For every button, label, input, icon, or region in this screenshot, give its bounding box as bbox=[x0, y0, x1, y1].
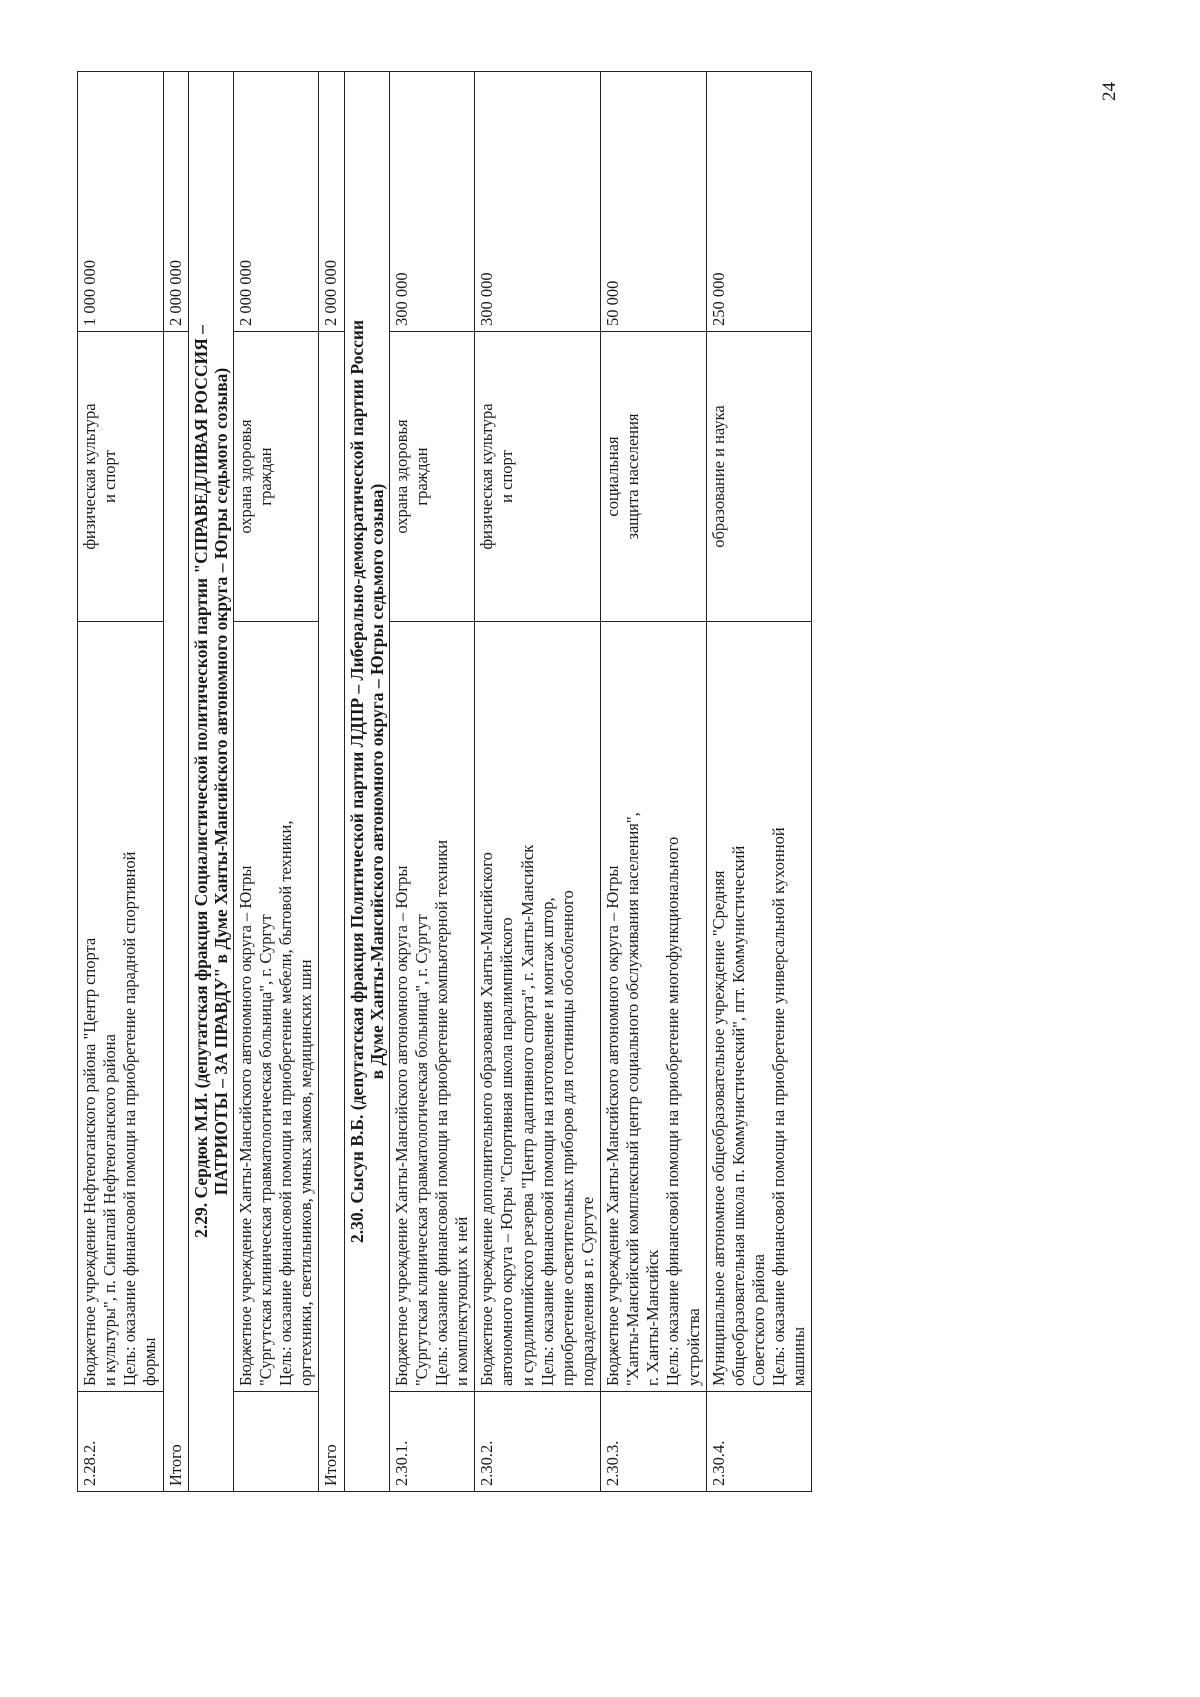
table-row bbox=[78, 72, 164, 1492]
amount: 50 000 bbox=[601, 72, 707, 332]
recipient-description: Бюджетное учреждение дополнительного образования Ханты-Мансийского автономного округа – Югры "Спортивная школа паралимпийского и сурдлимпийского резерва "Центр адаптивного спорта", г. Ханты-Мансийск Цель: оказание финансовой помощи на изготовление и монтаж штор, приобретение осветительных приборов для гостиницы обособленного подразделения в г. Сургуте bbox=[475, 622, 601, 1392]
recipient-description: Муниципальное автономное общеобразовательное учреждение "Средняя общеобразовательная школа п. Коммунистический", пгт. Коммунистический Советского района Цель: оказание финансовой помощи на приобретение универсальной кухонной машины bbox=[706, 622, 812, 1392]
direction: образование и наука bbox=[706, 332, 812, 622]
total-label: Итого bbox=[319, 332, 344, 1492]
direction: социальная защита населения bbox=[601, 332, 707, 622]
table-row bbox=[475, 72, 601, 1492]
total-row bbox=[319, 72, 344, 1492]
direction: охрана здоровья граждан bbox=[233, 332, 319, 622]
row-number: 2.28.2. bbox=[78, 1392, 164, 1492]
total-amount: 2 000 000 bbox=[163, 72, 188, 332]
amount: 250 000 bbox=[706, 72, 812, 332]
page-number: 24 bbox=[1099, 82, 1120, 101]
section-header-row bbox=[188, 72, 233, 1492]
row-number: 2.30.2. bbox=[475, 1392, 601, 1492]
table-row bbox=[706, 72, 812, 1492]
section-header-row bbox=[344, 72, 389, 1492]
row-number bbox=[233, 1392, 319, 1492]
direction: охрана здоровья граждан bbox=[389, 332, 475, 622]
recipient-description: Бюджетное учреждение Ханты-Мансийского автономного округа – Югры "Сургутская клиническая травматологическая больница", г. Сургут Цель: оказание финансовой помощи на приобретение мебели, бытовой техники, оргтехники, светильников, умных замков, медицинских шин bbox=[233, 622, 319, 1392]
section-header-2-30: 2.30. Сысун В.Б. (депутатская фракция Политической партии ЛДПР – Либерально-демократической партии России в Думе Ханты-Мансийского автономного округа – Югры седьмого созыва) bbox=[344, 72, 389, 1492]
rotated-page bbox=[77, 72, 1120, 1492]
row-number: 2.30.3. bbox=[601, 1392, 707, 1492]
direction: физическая культура и спорт bbox=[78, 332, 164, 622]
amount: 300 000 bbox=[389, 72, 475, 332]
row-number: 2.30.1. bbox=[389, 1392, 475, 1492]
table-row bbox=[601, 72, 707, 1492]
row-number: 2.30.4. bbox=[706, 1392, 812, 1492]
funding-table bbox=[77, 71, 812, 1492]
amount: 2 000 000 bbox=[233, 72, 319, 332]
total-row bbox=[163, 72, 188, 1492]
recipient-description: Бюджетное учреждение Ханты-Мансийского автономного округа – Югры "Сургутская клиническая травматологическая больница", г. Сургут Цель: оказание финансовой помощи на приобретение компьютерной техники и комплектующих к ней bbox=[389, 622, 475, 1392]
table-row bbox=[233, 72, 319, 1492]
table-row bbox=[389, 72, 475, 1492]
total-amount: 2 000 000 bbox=[319, 72, 344, 332]
recipient-description: Бюджетное учреждение Ханты-Мансийского автономного округа – Югры "Ханты-Мансийский комплексный центр социального обслуживания населения", г. Ханты-Мансийск Цель: оказание финансовой помощи на приобретение многофункционального устройства bbox=[601, 622, 707, 1392]
amount: 1 000 000 bbox=[78, 72, 164, 332]
recipient-description: Бюджетное учреждение Нефтеюганского района "Центр спорта и культуры", п. Сингапай Нефтеюганского района Цель: оказание финансовой помощи на приобретение парадной спортивной формы bbox=[78, 622, 164, 1392]
direction: физическая культура и спорт bbox=[475, 332, 601, 622]
total-label: Итого bbox=[163, 332, 188, 1492]
section-header-2-29: 2.29. Сердюк М.И. (депутатская фракция Социалистической политической партии "СПРАВЕДЛИВАЯ РОССИЯ – ПАТРИОТЫ – ЗА ПРАВДУ" в Думе Ханты-Мансийского автономного округа – Югры седьмого созыва) bbox=[188, 72, 233, 1492]
amount: 300 000 bbox=[475, 72, 601, 332]
